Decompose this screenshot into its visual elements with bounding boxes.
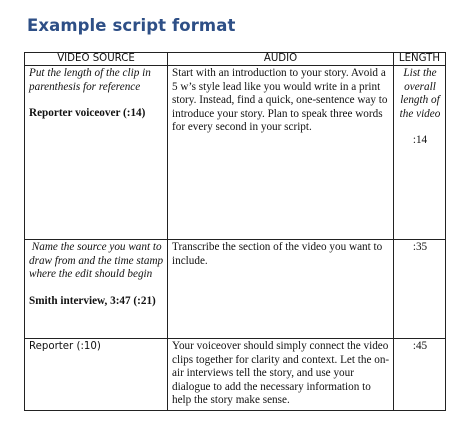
video-source-label: Reporter voiceover (:14)	[29, 107, 146, 120]
audio-cell: Transcribe the section of the video you want to include.	[168, 240, 394, 339]
table-header-row	[25, 53, 446, 66]
header-audio: AUDIO	[168, 53, 394, 66]
length-value: :45	[412, 340, 428, 352]
table-row	[25, 66, 446, 240]
length-value: :35	[412, 241, 428, 253]
video-source-label: Reporter (:10)	[29, 341, 101, 352]
length-value: :14	[412, 134, 428, 147]
table-row	[25, 240, 446, 339]
header-length: LENGTH	[394, 53, 446, 66]
video-source-cell	[25, 66, 168, 240]
length-cell	[394, 339, 446, 411]
video-source-note: Name the source you want to draw from and the time stamp where the edit should begin	[29, 241, 166, 281]
audio-cell: Your voiceover should simply connect the video clips together for clarity and context. Let the on-air interviews tell the story, and use your dialogue to add the necessary information to help the story make sense.	[168, 339, 394, 411]
page-title: Example script format	[27, 16, 236, 35]
table-row	[25, 339, 446, 411]
header-video-source: VIDEO SOURCE	[25, 53, 168, 66]
length-note: List the overall length of the video	[399, 67, 441, 120]
video-source-note: Put the length of the clip in parenthesis for reference	[29, 67, 151, 93]
video-source-cell	[25, 339, 168, 411]
script-table	[24, 52, 446, 411]
video-source-cell	[25, 240, 168, 339]
length-cell	[394, 240, 446, 339]
audio-cell: Start with an introduction to your story. Avoid a 5 w’s style lead like you would write in a print story. Instead, find a quick, one-sentence way to introduce your story. Plan to speak three words for every second in your script.	[168, 66, 394, 240]
length-cell	[394, 66, 446, 240]
video-source-label: Smith interview, 3:47 (:21)	[29, 294, 156, 307]
